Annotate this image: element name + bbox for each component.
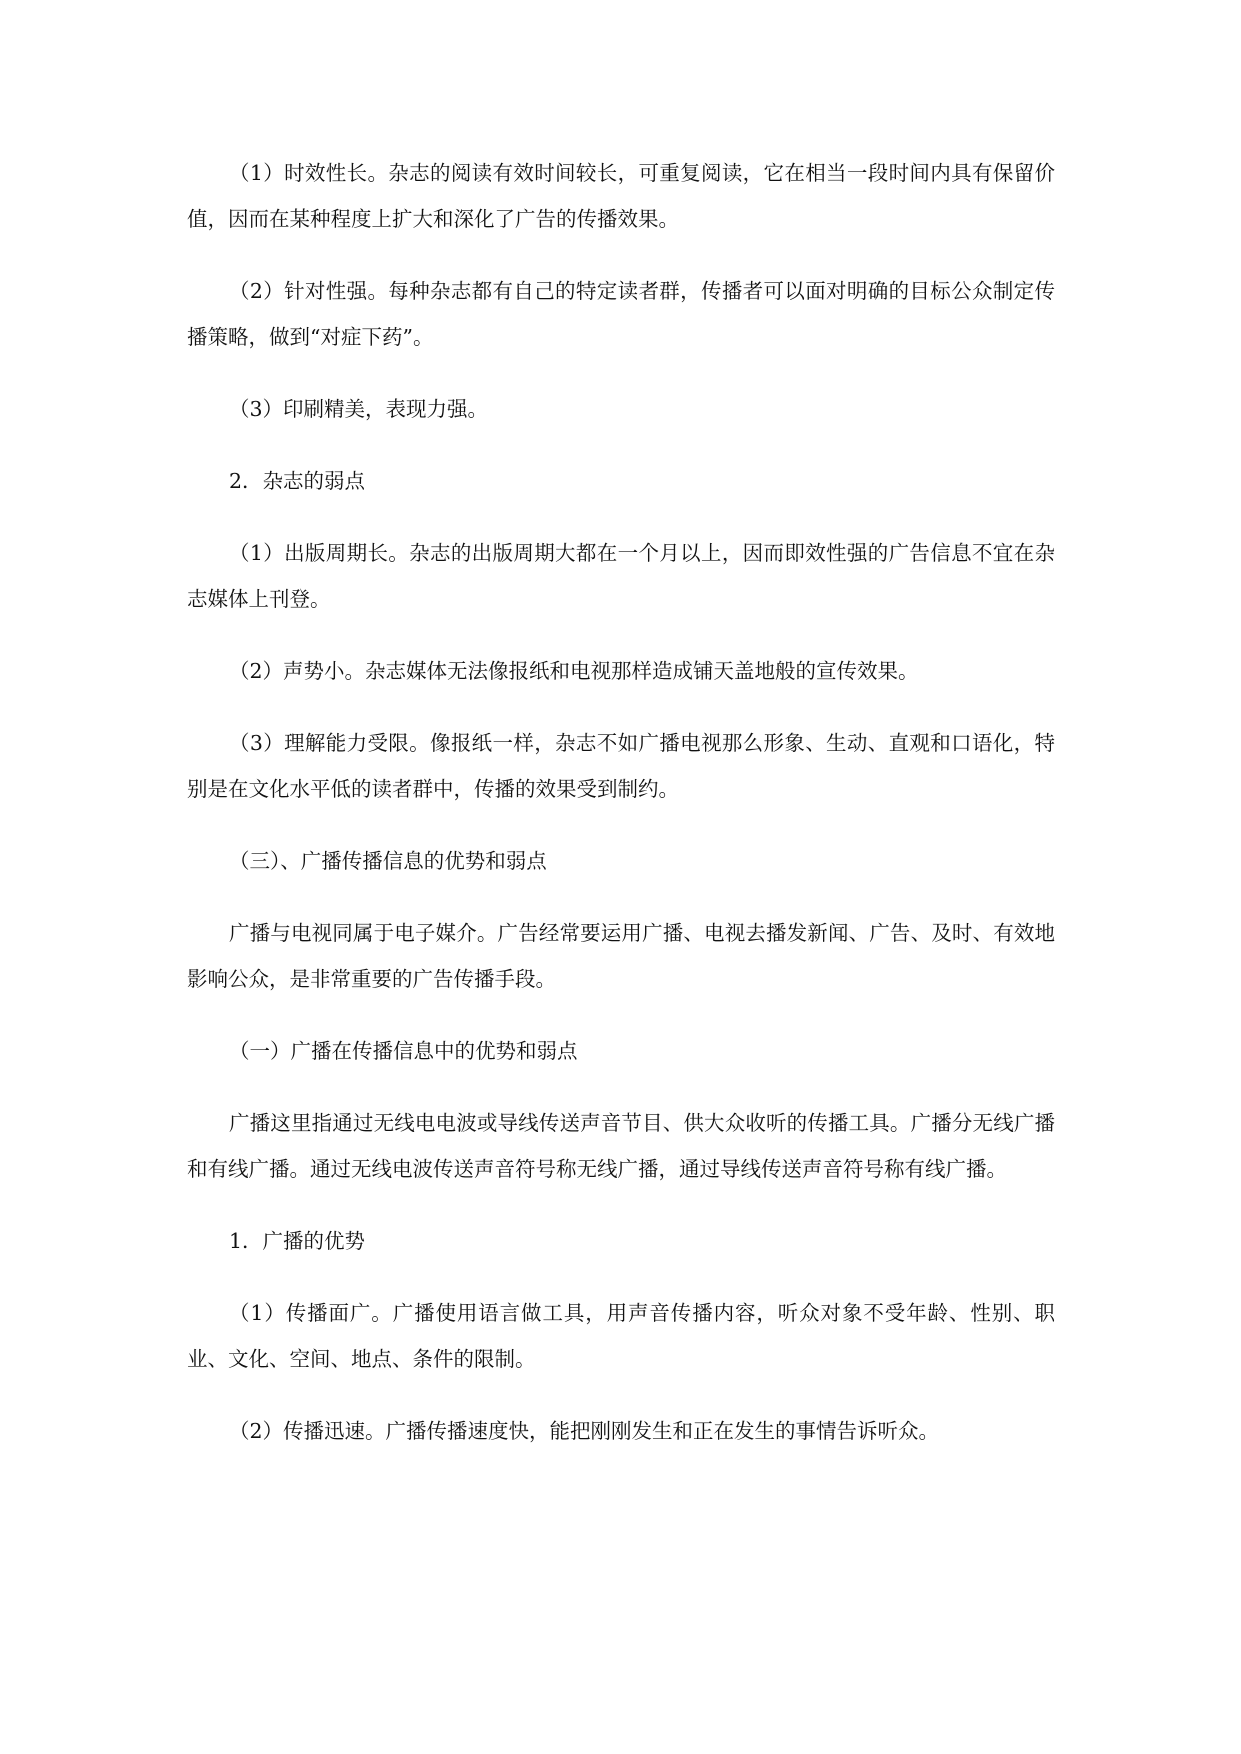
paragraph-magazine-weakness-3: （3）理解能力受限。像报纸一样，杂志不如广播电视那么形象、生动、直观和口语化，特别是在文化水平低的读者群中，传播的效果受到制约。 bbox=[187, 731, 1055, 801]
paragraph-broadcast-advantage-2: （2）传播迅速。广播传播速度快，能把刚刚发生和正在发生的事情告诉听众。 bbox=[229, 1419, 940, 1443]
heading-magazine-weaknesses: 2．杂志的弱点 bbox=[229, 469, 366, 493]
heading-broadcast-section: （三）、广播传播信息的优势和弱点 bbox=[229, 849, 547, 873]
paragraph-electronic-media: 广播与电视同属于电子媒介。广告经常要运用广播、电视去播发新闻、广告、及时、有效地影响公众，是非常重要的广告传播手段。 bbox=[187, 921, 1055, 991]
paragraph-magazine-weakness-1: （1）出版周期长。杂志的出版周期大都在一个月以上，因而即效性强的广告信息不宜在杂志媒体上刊登。 bbox=[187, 541, 1055, 611]
heading-broadcast-advantages: 1．广播的优势 bbox=[229, 1229, 366, 1253]
paragraph-broadcast-definition: 广播这里指通过无线电电波或导线传送声音节目、供大众收听的传播工具。广播分无线广播和有线广播。通过无线电波传送声音符号称无线广播，通过导线传送声音符号称有线广播。 bbox=[187, 1111, 1055, 1181]
paragraph-magazine-strength-2: （2）针对性强。每种杂志都有自己的特定读者群，传播者可以面对明确的目标公众制定传播策略，做到“对症下药”。 bbox=[187, 279, 1055, 349]
paragraph-magazine-strength-3: （3）印刷精美，表现力强。 bbox=[229, 397, 489, 421]
paragraph-magazine-weakness-2: （2）声势小。杂志媒体无法像报纸和电视那样造成铺天盖地般的宣传效果。 bbox=[229, 659, 919, 683]
paragraph-broadcast-advantage-1: （1）传播面广。广播使用语言做工具，用声音传播内容，听众对象不受年龄、性别、职业、文化、空间、地点、条件的限制。 bbox=[187, 1301, 1055, 1371]
heading-broadcast-advantages-weaknesses: （一）广播在传播信息中的优势和弱点 bbox=[229, 1039, 578, 1063]
paragraph-magazine-strength-1: （1）时效性长。杂志的阅读有效时间较长，可重复阅读，它在相当一段时间内具有保留价值，因而在某种程度上扩大和深化了广告的传播效果。 bbox=[187, 161, 1055, 231]
document-body bbox=[187, 150, 1055, 1480]
